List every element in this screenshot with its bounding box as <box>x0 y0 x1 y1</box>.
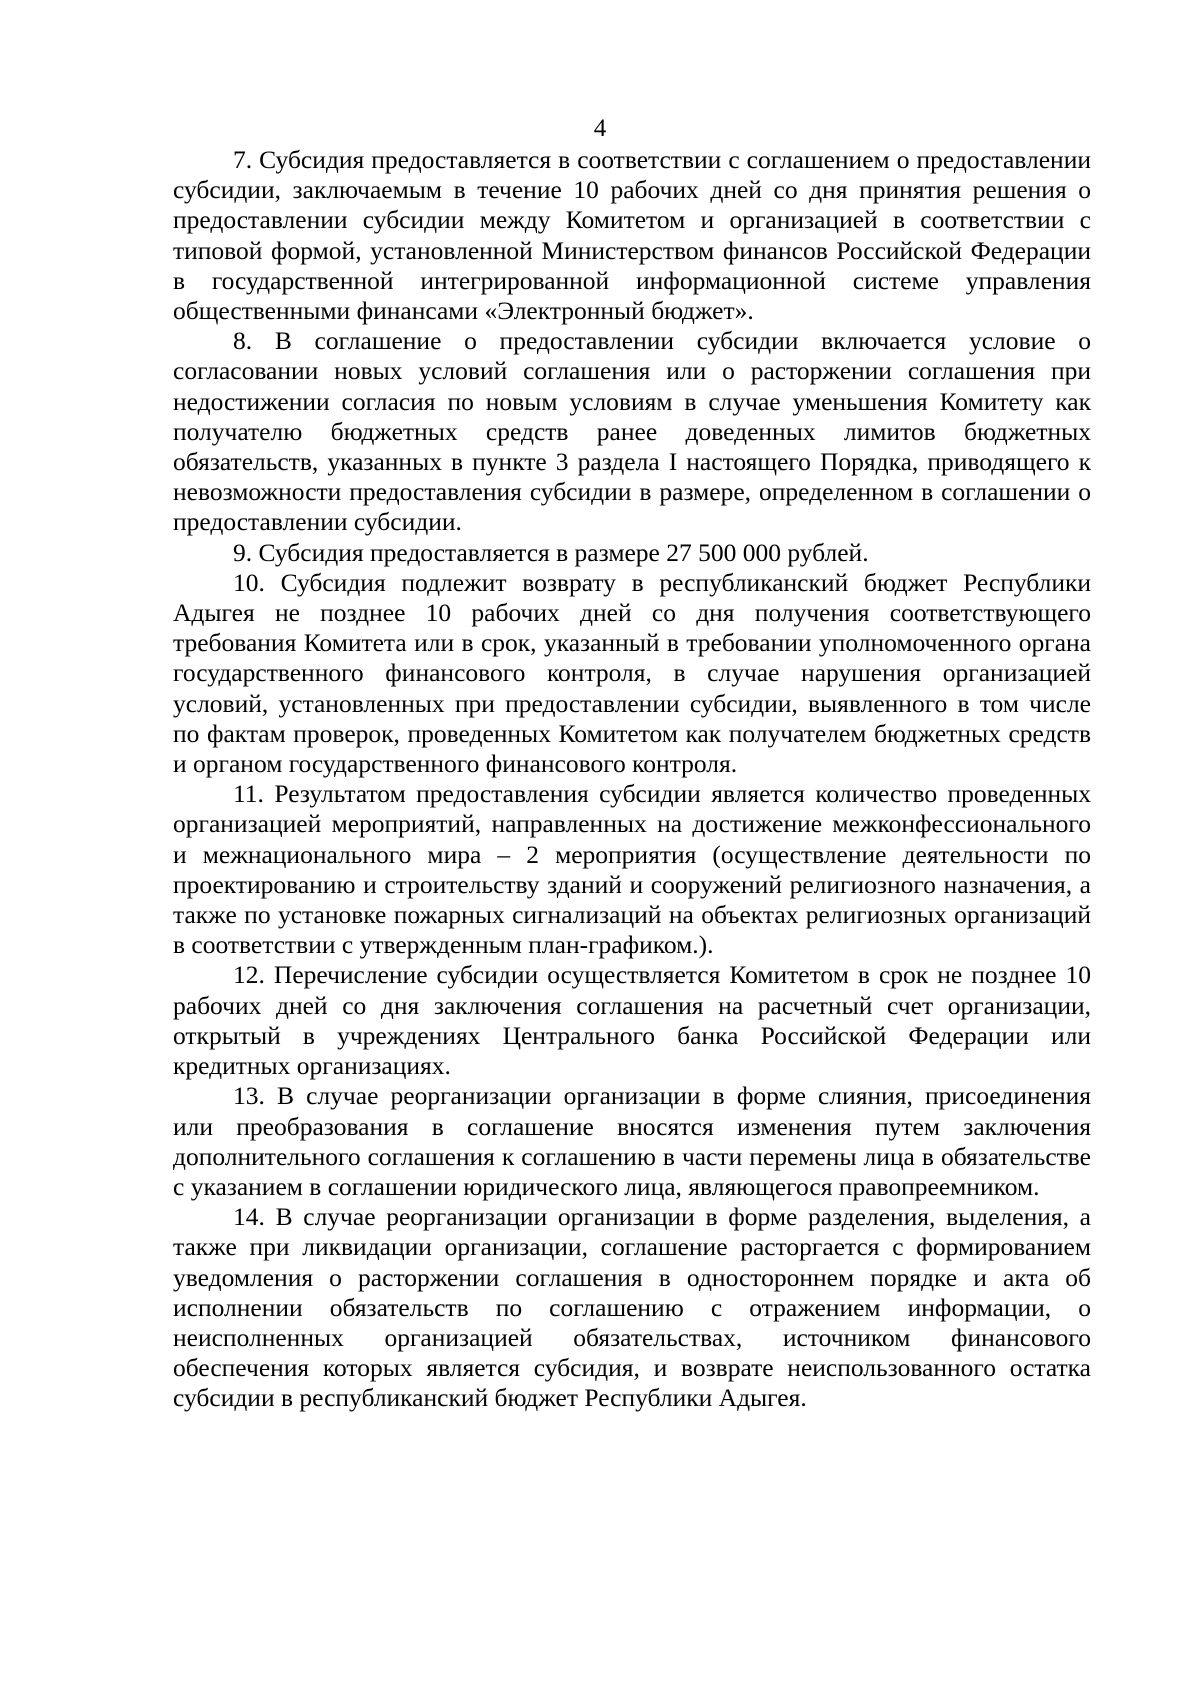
page-number: 4 <box>593 115 607 142</box>
paragraph-10: 10. Субсидия подлежит возврату в республиканский бюджет Республики Адыгея не позднее 10 рабочих дней со дня получения соответствующего требования Комитета или в срок, указанный в требовании уполномоченного органа государственного финансового контроля, в случае нарушения организацией условий, установленных при предоставлении субсидии, выявленного в том числе по фактам проверок, проведенных Комитетом как получателем бюджетных средств и органом государственного финансового контроля. <box>173 567 1091 779</box>
paragraph-9: 9. Субсидия предоставляется в размере 27 500 000 рублей. <box>233 537 869 567</box>
paragraph-14: 14. В случае реорганизации организации в форме разделения, выделения, а также при ликвидации организации, соглашение расторгается с формированием уведомления о расторжении соглашения в одностороннем порядке и акта об исполнении обязательств по соглашению с отражением информации, о неисполненных организацией обязательствах, источником финансового обеспечения которых является субсидия, и возврате неиспользованного остатка субсидии в республиканский бюджет Республики Адыгея. <box>173 1202 1091 1413</box>
paragraph-13: 13. В случае реорганизации организации в форме слияния, присоединения или преобразования в соглашение вносятся изменения путем заключения дополнительного соглашения к соглашению в части перемены лица в обязательстве с указанием в соглашении юридического лица, являющегося правопреемником. <box>173 1081 1091 1201</box>
paragraph-8: 8. В соглашение о предоставлении субсидии включается условие о согласовании новых условий соглашения или о расторжении соглашения при недостижении согласия по новым условиям в случае уменьшения Комитету как получателю бюджетных средств ранее доведенных лимитов бюджетных обязательств, указанных в пункте 3 раздела I настоящего Порядка, приводящего к невозможности предоставления субсидии в размере, определенном в соглашении о предоставлении субсидии. <box>173 326 1091 537</box>
paragraph-11: 11. Результатом предоставления субсидии является количество проведенных организацией мероприятий, направленных на достижение межконфессионального и межнационального мира – 2 мероприятия (осуществление деятельности по проектированию и строительству зданий и сооружений религиозного назначения, а также по установке пожарных сигнализаций на объектах религиозных организаций в соответствии с утвержденным план-графиком.). <box>173 779 1091 960</box>
paragraph-12: 12. Перечисление субсидии осуществляется Комитетом в срок не позднее 10 рабочих дней со дня заключения соглашения на расчетный счет организации, открытый в учреждениях Центрального банка Российской Федерации или кредитных организациях. <box>173 960 1091 1081</box>
paragraph-7: 7. Субсидия предоставляется в соответствии с соглашением о предоставлении субсидии, заключаемым в течение 10 рабочих дней со дня принятия решения о предоставлении субсидии между Комитетом и организацией в соответствии с типовой формой, установленной Министерством финансов Российской Федерации в государственной интегрированной информационной системе управления общественными финансами «Электронный бюджет». <box>173 145 1091 326</box>
document-body <box>173 145 1091 1414</box>
